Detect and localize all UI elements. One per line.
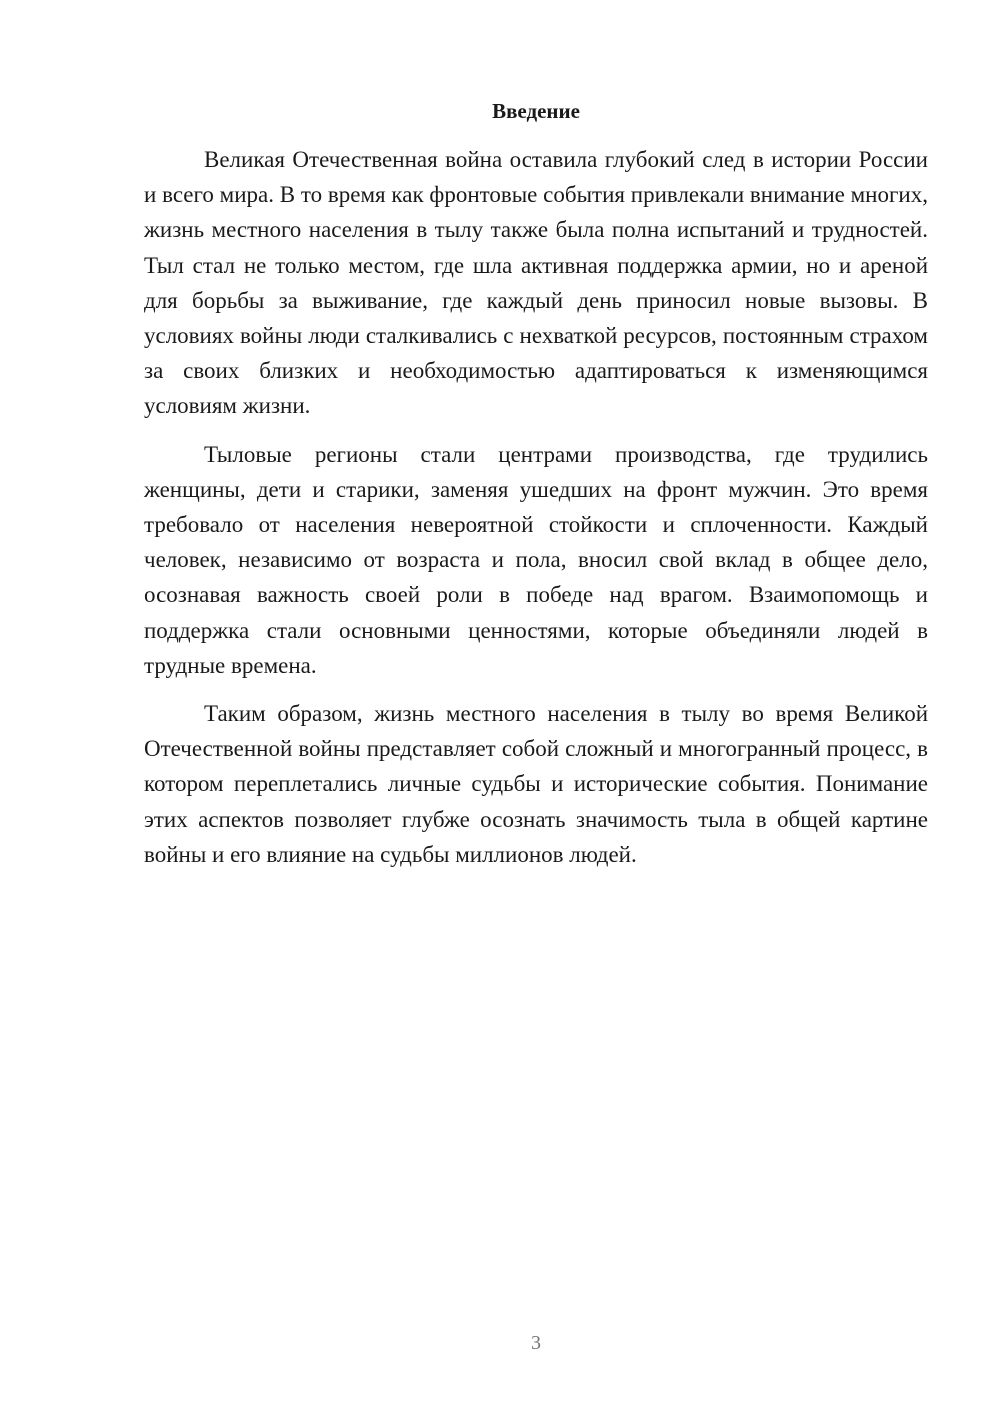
paragraph-1: Великая Отечественная война оставила глубокий след в истории России и всего мира. В то время как фронтовые события привлекали внимание многих, жизнь местного населения в тылу также была полна испытаний и трудностей. Тыл стал не только местом, где шла активная поддержка армии, но и ареной для борьбы за выживание, где каждый день приносил новые вызовы. В условиях войны люди сталкивались с нехваткой ресурсов, постоянным страхом за своих близких и необходимостью адаптироваться к изменяющимся условиям жизни. xyxy=(144,147,928,419)
paragraph-2: Тыловые регионы стали центрами производства, где трудились женщины, дети и старики, заменяя ушедших на фронт мужчин. Это время требовало от населения невероятной стойкости и сплоченности. Каждый человек, независимо от возраста и пола, вносил свой вклад в общее дело, осознавая важность своей роли в победе над врагом. Взаимопомощь и поддержка стали основными ценностями, которые объединяли людей в трудные времена. xyxy=(144,441,928,678)
section-heading: Введение xyxy=(492,99,580,123)
body-text xyxy=(144,142,928,885)
page-number: 3 xyxy=(531,1332,541,1354)
paragraph-3: Таким образом, жизнь местного населения в тылу во время Великой Отечественной войны представляет собой сложный и многогранный процесс, в котором переплетались личные судьбы и исторические события. Понимание этих аспектов позволяет глубже осознать значимость тыла в общей картине войны и его влияние на судьбы миллионов людей. xyxy=(144,701,928,867)
